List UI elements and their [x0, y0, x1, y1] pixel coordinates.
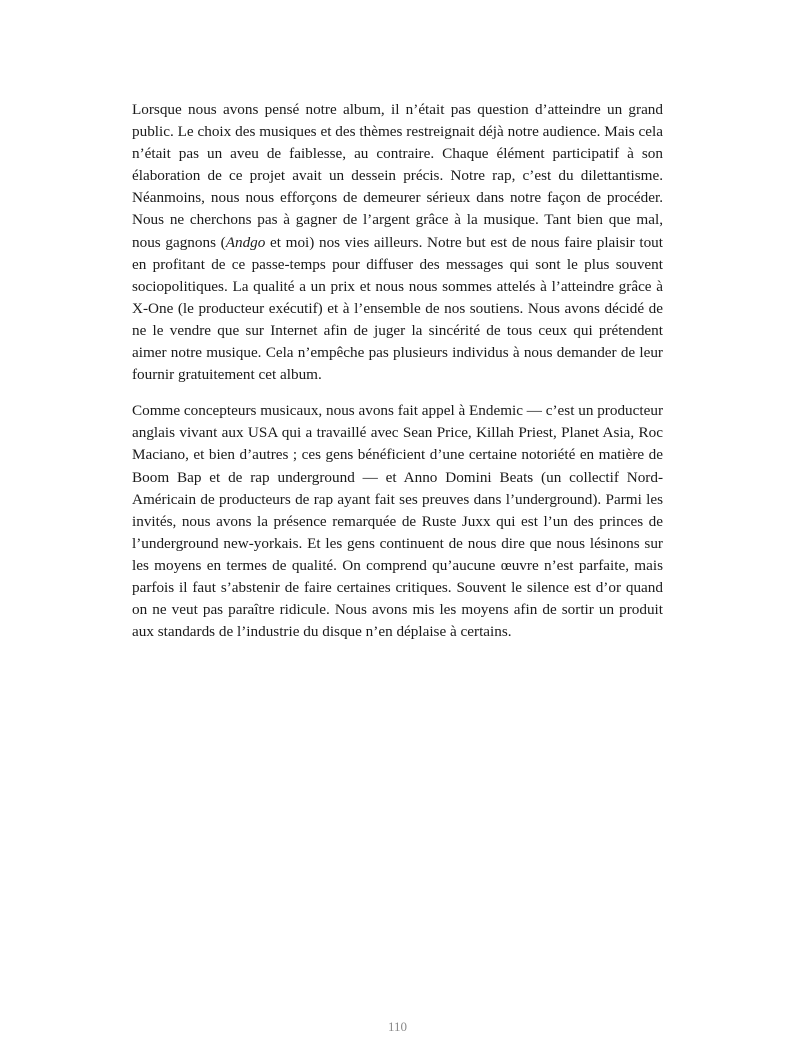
- paragraph-1-italic-name: Andgo: [225, 233, 266, 251]
- paragraph-1: [132, 99, 663, 386]
- paragraph-1-text-a: Lorsque nous avons pensé notre album, il n’était pas question d’atteindre un grand public. Le choix des musiques et des thèmes restreignait déjà notre audience. Mais cela n’était pas un aveu de faiblesse, au contraire. Chaque élément participatif à son élaboration de ce projet avait un dessein précis. Notre rap, c’est du dilettantisme. Néanmoins, nous nous efforçons de demeurer sérieux dans notre façon de procéder. Nous ne cherchons pas à gagner de l’argent grâce à la musique. Tant bien que mal, nous gagnons (: [132, 101, 663, 251]
- page-number: 110: [387, 1019, 408, 1034]
- body-text: [132, 99, 663, 643]
- paragraph-2: Comme concepteurs musicaux, nous avons fait appel à Endemic — c’est un producteur anglais vivant aux USA qui a travaillé avec Sean Price, Killah Priest, Planet Asia, Roc Maciano, et bien d’autres ; ces gens bénéficient d’une certaine notoriété en matière de Boom Bap et de rap underground — et Anno Domini Beats (un collectif Nord-Américain de producteurs de rap ayant fait ses preuves dans l’underground). Parmi les invités, nous avons la présence remarquée de Ruste Juxx qui est l’un des princes de l’underground new-yorkais. Et les gens continuent de nous dire que nous lésinons sur les moyens en termes de qualité. On comprend qu’aucune œuvre n’est parfaite, mais parfois il faut s’abstenir de faire certaines critiques. Souvent le silence est d’or quand on ne veut pas paraître ridicule. Nous avons mis les moyens afin de sortir un produit aux standards de l’industrie du disque n’en déplaise à certains.: [132, 402, 663, 641]
- paragraph-1-text-b: et moi) nos vies ailleurs. Notre but est de nous faire plaisir tout en profitant de ce passe-temps pour diffuser des messages qui sont le plus souvent sociopolitiques. La qualité a un prix et nous nous sommes attelés à l’atteindre grâce à X-One (le producteur exécutif) et à l’ensemble de nos soutiens. Nous avons décidé de ne le vendre que sur Internet afin de juger la sincérité de tous ceux qui prétendent aimer notre musique. Cela n’empêche pas plusieurs individus à nous demander de leur fournir gratuitement cet album.: [132, 233, 663, 384]
